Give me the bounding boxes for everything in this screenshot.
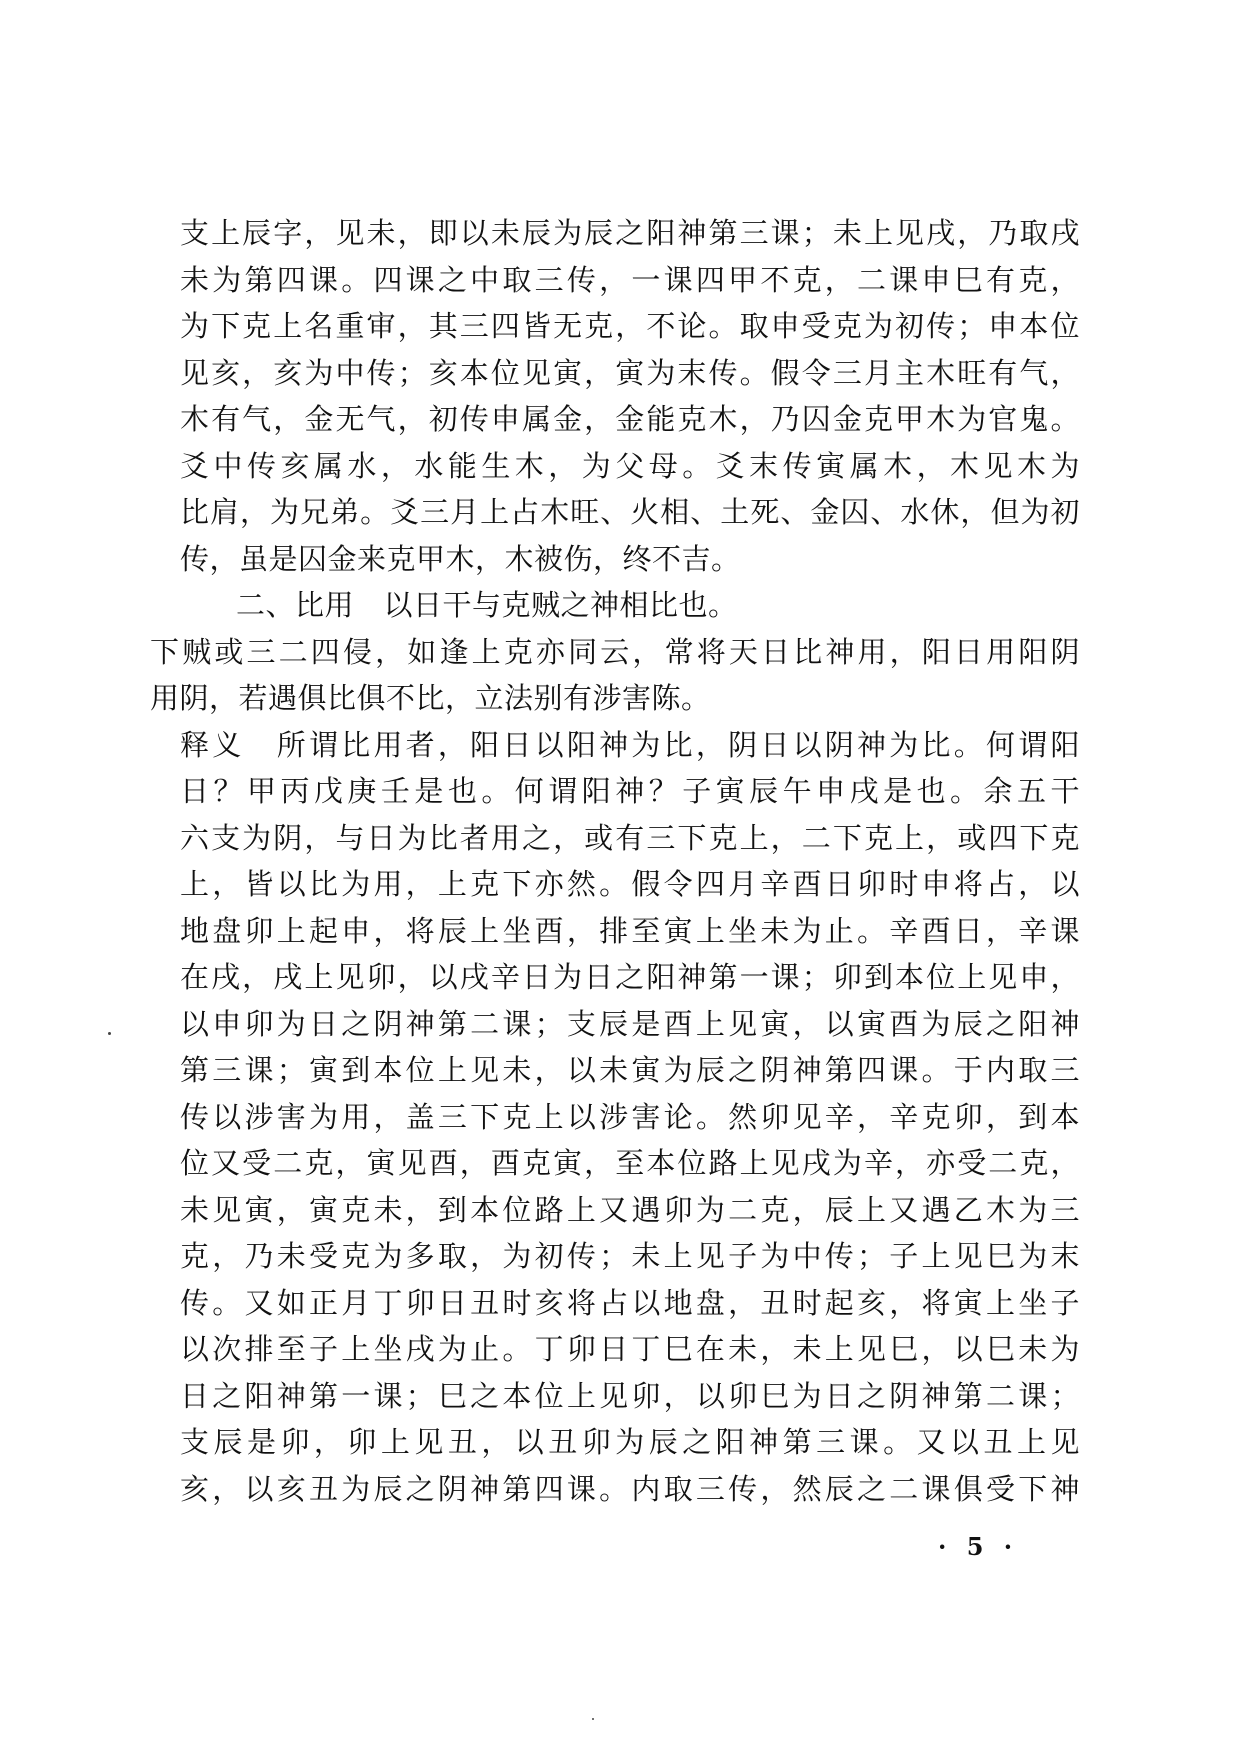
scan-speck [108,1032,111,1035]
text-line: 亥，以亥丑为辰之阴神第四课。内取三传，然辰之二课俱受下神 [180,1471,1080,1506]
text-line: 六支为阴，与日为比者用之，或有三下克上，二下克上，或四下克 [180,820,1080,855]
text-line: 比肩，为兄弟。爻三月上占木旺、火相、土死、金囚、水休，但为初 [180,495,1080,529]
text-line: 第三课；寅到本位上见未，以未寅为辰之阴神第四课。于内取三 [180,1053,1080,1087]
text-line: 支上辰字，见未，即以未辰为辰之阳神第三课；未上见戌，乃取戌 [180,216,1080,250]
text-line: 见亥，亥为中传；亥本位见寅，寅为末传。假令三月主木旺有气， [180,355,1080,390]
text-line: 上，皆以比为用，上克下亦然。假令四月辛酉日卯时申将占，以 [180,867,1080,901]
text-line: 日之阳神第一课；巳之本位上见卯，以卯巳为日之阴神第二课； [180,1378,1080,1413]
text-line: 传。又如正月丁卯日丑时亥将占以地盘，丑时起亥，将寅上坐子 [180,1285,1080,1320]
text-line: 支辰是卯，卯上见丑，以丑卯为辰之阳神第三课。又以丑上见 [180,1425,1080,1459]
scan-speck [592,1718,594,1720]
text-line: 以次排至子上坐戌为止。丁卯日丁巳在未，未上见巳，以巳未为 [180,1332,1080,1366]
page-number: · 5 · [938,1532,1019,1561]
verse-line: 下贼或三二四侵，如逢上克亦同云，常将天日比神用，阳日用阳阴 [150,634,1080,669]
body-text [150,210,1080,1512]
text-line: 爻中传亥属水，水能生木，为父母。爻末传寅属木，木见木为 [180,448,1080,483]
text-line: 日？甲丙戊庚壬是也。何谓阳神？子寅辰午申戌是也。余五干 [180,774,1080,808]
text-line: 木有气，金无气，初传申属金，金能克木，乃囚金克甲木为官鬼。 [180,402,1080,436]
section-heading: 二、比用 以日干与克贼之神相比也。 [236,588,738,622]
text-line: 传，虽是囚金来克甲木，木被伤，终不吉。 [180,541,741,576]
verse-line: 用阴，若遇俱比俱不比，立法别有涉害陈。 [150,681,711,715]
text-line: 传以涉害为用，盖三下克上以涉害论。然卯见辛，辛克卯，到本 [180,1099,1080,1134]
text-line: 未为第四课。四课之中取三传，一课四甲不克，二课申巳有克， [180,262,1080,297]
text-line: 在戌，戌上见卯，以戌辛日为日之阳神第一课；卯到本位上见申， [180,960,1080,994]
text-line: 克，乃未受克为多取，为初传；未上见子为中传；子上见巳为末 [180,1239,1080,1273]
text-line: 为下克上名重审，其三四皆无克，不论。取申受克为初传；申本位 [180,309,1080,343]
text-line: 未见寅，寅克未，到本位路上又遇卯为二克，辰上又遇乙木为三 [180,1192,1080,1227]
text-line: 位又受二克，寅见酉，酉克寅，至本位路上见戌为辛，亦受二克， [180,1146,1080,1180]
explanation-line: 释义 所谓比用者，阳日以阳神为比，阴日以阴神为比。何谓阳 [180,727,1080,762]
text-line: 以申卯为日之阴神第二课；支辰是酉上见寅，以寅酉为辰之阳神 [180,1006,1080,1041]
text-line: 地盘卯上起申，将辰上坐酉，排至寅上坐未为止。辛酉日，辛课 [180,913,1080,948]
